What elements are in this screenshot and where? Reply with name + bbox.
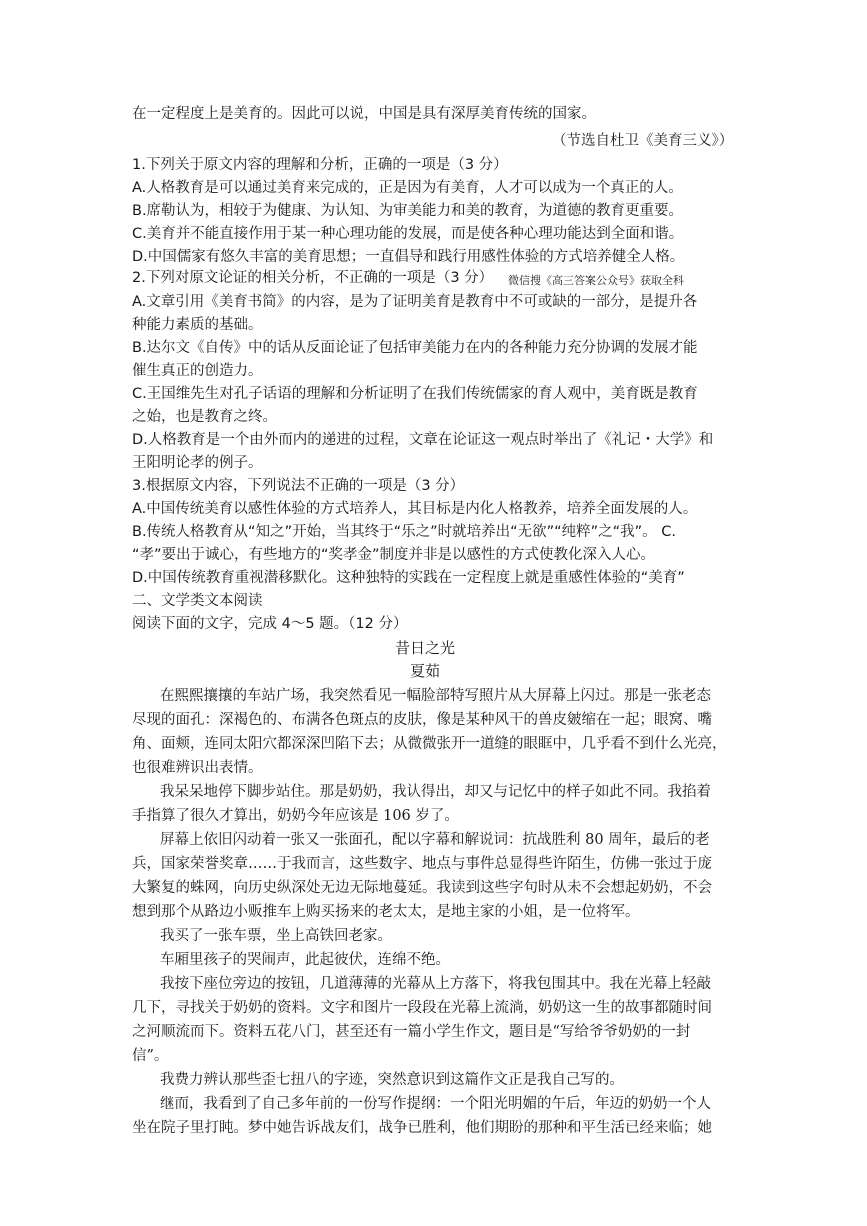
passage-line: 我呆呆地停下脚步站住。那是奶奶，我认得出，却又与记忆中的样子如此不同。我掐着 — [160, 784, 711, 800]
question-2: 2.下列对原文论证的相关分析，不正确的一项是（3 分） — [132, 270, 494, 286]
section-instructions: 阅读下面的文字，完成 4～5 题。（12 分） — [132, 616, 408, 632]
passage-line: 车厢里孩子的哭闹声，此起彼伏，连绵不绝。 — [160, 952, 450, 968]
passage-line: 几下，寻找关于奶奶的资料。文字和图片一段段在光幕上流淌，奶奶这一生的故事都随时间 — [132, 1000, 712, 1016]
passage-line: 角、面颊，连同太阳穴都深深凹陷下去；从微微张开一道缝的眼眶中，几乎看不到什么光亮， — [132, 736, 727, 752]
option-2b-cont: 催生真正的创造力。 — [132, 363, 263, 379]
option-3d: D.中国传统教育重视潜移默化。这种独特的实践在一定程度上就是重感性体验的“美育” — [132, 570, 685, 586]
passage-line: 我费力辨认那些歪七扭八的字迹，突然意识到这篇作文正是我自己写的。 — [160, 1072, 624, 1088]
option-2b: B.达尔文《自传》中的话从反面论证了包括审美能力在内的各种能力充分协调的发展才能 — [132, 340, 698, 356]
option-1c: C.美育并不能直接作用于某一种心理功能的发展，而是使各种心理功能达到全面和谐。 — [132, 226, 684, 242]
text-line: 在一定程度上是美育的。因此可以说，中国是具有深厚美育传统的国家。 — [132, 106, 596, 122]
source-citation: （节选自杜卫《美育三义》） — [552, 133, 734, 149]
passage-line: 想到那个从路边小贩推车上购买扬来的老太太，是地主家的小姐，是一位将军。 — [132, 904, 640, 920]
option-2c-cont: 之始，也是教育之终。 — [132, 409, 277, 425]
passage-line: 手指算了很久才算出，奶奶今年应该是 106 岁了。 — [132, 808, 459, 824]
passage-line: 之河顺流而下。资料五花八门，甚至还有一篇小学生作文，题目是“写给爷爷奶奶的一封 — [132, 1024, 691, 1040]
passage-line: 坐在院子里打盹。梦中她告诉战友们，战争已胜利，他们期盼的那种和平生活已经来临；她 — [132, 1120, 712, 1136]
option-2a-cont: 种能力素质的基础。 — [132, 317, 263, 333]
watermark-text: 微信搜《高三答案公众号》获取全科 — [508, 274, 684, 287]
option-2c: C.王国维先生对孔子话语的理解和分析证明了在我们传统儒家的育人观中，美育既是教育 — [132, 386, 698, 402]
passage-line: 也很难辨识出表情。 — [132, 760, 263, 776]
option-2d: D.人格教育是一个由外而内的递进的过程，文章在论证这一观点时举出了《礼记・大学》和 — [132, 432, 714, 448]
option-2a: A.文章引用《美育书简》的内容，是为了证明美育是教育中不可或缺的一部分，是提升各 — [132, 294, 698, 310]
passage-line: 屏幕上依旧闪动着一张又一张面孔，配以字幕和解说词：抗战胜利 80 周年，最后的老 — [160, 832, 710, 848]
passage-author: 夏茹 — [410, 662, 441, 680]
question-3: 3.根据原文内容，下列说法不正确的一项是（3 分） — [132, 478, 465, 494]
option-1d: D.中国儒家有悠久丰富的美育思想；一直倡导和践行用感性体验的方式培养健全人格。 — [132, 249, 685, 265]
passage-line: 大繁复的蛛网，向历史纵深处无边无际地蔓延。我读到这些字句时从未不会想起奶奶，不会 — [132, 880, 712, 896]
passage-line: 在熙熙攘攘的车站广场，我突然看见一幅脸部特写照片从大屏幕上闪过。那是一张老态 — [160, 688, 711, 704]
option-1b: B.席勒认为，相较于为健康、为认知、为审美能力和美的教育，为道德的教育更重要。 — [132, 203, 684, 219]
passage-line: 我买了一张车票，坐上高铁回老家。 — [160, 928, 392, 944]
option-3b: B.传统人格教育从“知之”开始，当其终于“乐之”时就培养出“无欲”“纯粹”之“我”。 C. — [132, 524, 677, 540]
option-2d-cont: 王阳明论孝的例子。 — [132, 455, 263, 471]
question-1: 1.下列关于原文内容的理解和分析，正确的一项是（3 分） — [132, 157, 508, 173]
section-heading: 二、文学类文本阅读 — [132, 593, 263, 609]
option-3a: A.中国传统美育以感性体验的方式培养人，其目标是内化人格教养，培养全面发展的人。 — [132, 501, 698, 517]
passage-line: 我按下座位旁边的按钮，几道薄薄的光幕从上方落下，将我包围其中。我在光幕上轻敲 — [160, 976, 711, 992]
option-1a: A.人格教育是可以通过美育来完成的，正是因为有美育，人才可以成为一个真正的人。 — [132, 180, 683, 196]
passage-line: 尽现的面孔：深褐色的、布满各色斑点的皮肤，像是某种风干的兽皮皴缩在一起；眼窝、嘴 — [132, 712, 712, 728]
option-3c: “孝”要出于诚心，有些地方的“奖孝金”制度并非是以感性的方式使教化深入人心。 — [132, 547, 656, 563]
passage-title: 昔日之光 — [395, 639, 456, 657]
passage-line: 兵，国家荣誉奖章……于我而言，这些数字、地点与事件总显得些许陌生，仿佛一张过于庞 — [132, 856, 712, 872]
passage-line: 信”。 — [132, 1048, 169, 1064]
passage-line: 继而，我看到了自己多年前的一份写作提纲：一个阳光明媚的午后，年迈的奶奶一个人 — [160, 1096, 711, 1112]
